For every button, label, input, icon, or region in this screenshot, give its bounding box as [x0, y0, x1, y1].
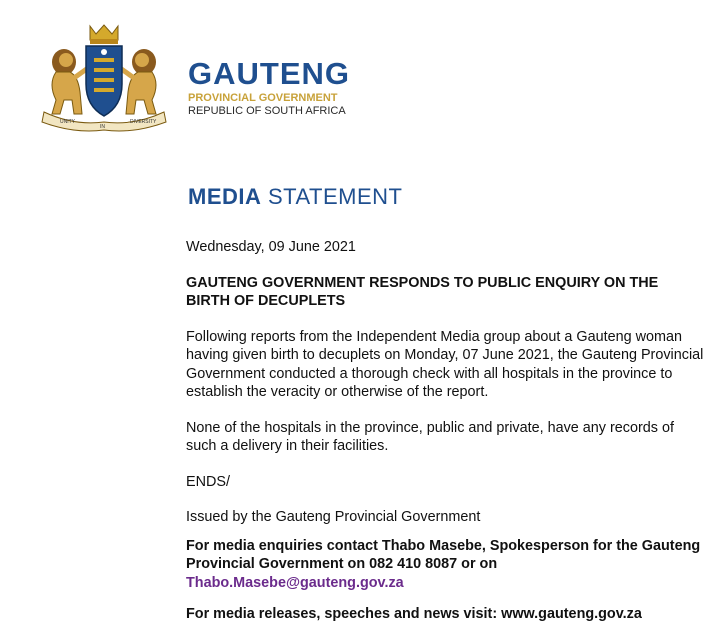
body-paragraph-2: None of the hospitals in the province, public and private, have any records of such a delivery in their facilities. — [186, 419, 674, 454]
organisation-subtitle-country: REPUBLIC OF SOUTH AFRICA — [188, 105, 346, 117]
statement-date: Wednesday, 09 June 2021 — [186, 239, 356, 255]
crown-icon — [90, 25, 118, 44]
motto-right-text: DIVERSITY — [130, 119, 157, 125]
heading-bold-part: MEDIA — [188, 184, 262, 209]
motto-left-text: UNITY — [60, 119, 75, 125]
right-lion-icon — [120, 49, 156, 114]
statement-headline: GAUTENG GOVERNMENT RESPONDS TO PUBLIC ENQUIRY ON THE BIRTH OF DECUPLETS — [186, 274, 659, 309]
issued-by-line: Issued by the Gauteng Provincial Government — [186, 509, 481, 525]
body-paragraph-1: Following reports from the Independent Media group about a Gauteng woman having given birth to decuplets on Monday, 07 June 2021, the Gauteng Provincial Government conducted a thorough check with all hospitals in the province to establish the veracity or otherwise of the report. — [186, 328, 704, 400]
spokesperson-email-link[interactable]: Thabo.Masebe@gauteng.gov.za — [186, 574, 404, 591]
left-lion-icon — [52, 49, 88, 114]
website-visit-line: For media releases, speeches and news visit: www.gauteng.gov.za — [186, 606, 642, 622]
shield-icon — [86, 46, 122, 116]
media-contact-paragraph — [186, 537, 706, 593]
gauteng-coat-of-arms-logo — [34, 22, 174, 132]
document-type-heading — [188, 184, 402, 210]
organisation-subtitle-government: PROVINCIAL GOVERNMENT — [188, 92, 338, 104]
organisation-name-block — [188, 58, 350, 118]
heading-rest-part: STATEMENT — [261, 184, 403, 209]
ends-marker: ENDS/ — [186, 473, 230, 490]
media-contact-text: For media enquiries contact Thabo Masebe, Spokesperson for the Gauteng Provincial Government on 082 410 8087 or on — [186, 537, 701, 572]
motto-mid-text: IN — [100, 124, 105, 130]
organisation-name: GAUTENG — [188, 56, 350, 91]
statement-body — [186, 238, 706, 624]
